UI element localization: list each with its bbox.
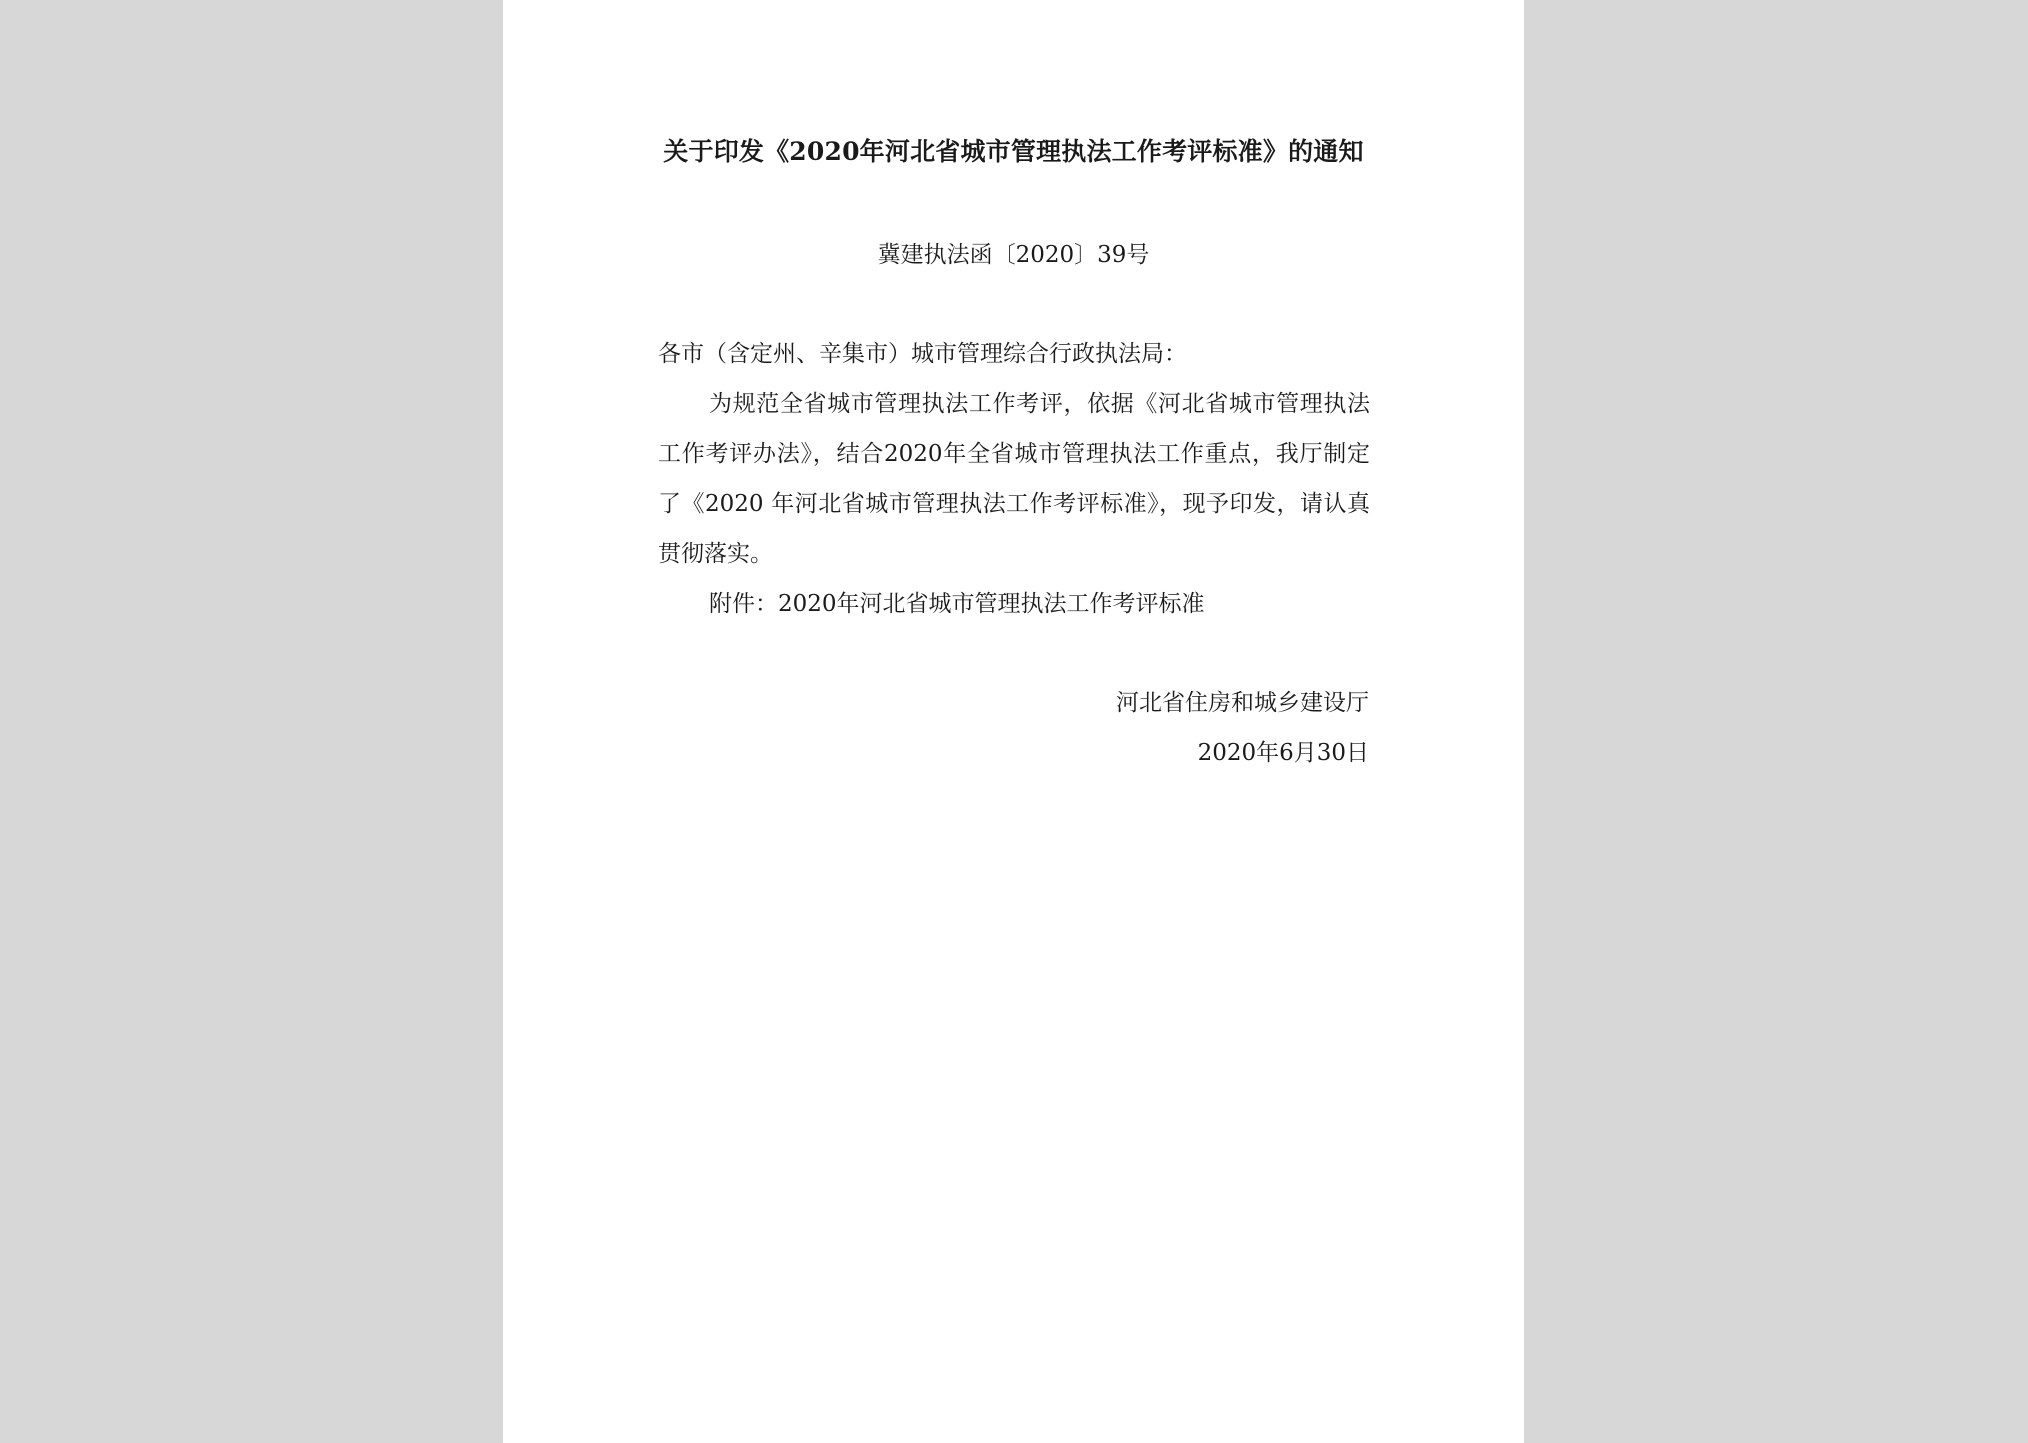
- attachment-line: 附件：2020年河北省城市管理执法工作考评标准: [709, 591, 1205, 617]
- document-title: 关于印发《2020年河北省城市管理执法工作考评标准》的通知: [663, 137, 1364, 166]
- document-number: 冀建执法函〔2020〕39号: [877, 242, 1150, 268]
- document-page: [503, 0, 1524, 1443]
- body-paragraph: 为规范全省城市管理执法工作考评，依据《河北省城市管理执法工作考评办法》，结合2020年全省城市管理执法工作重点，我厅制定了《2020 年河北省城市管理执法工作考评标准》，现予印发，请认真贯彻落实。: [658, 391, 1370, 567]
- signature-date: 2020年6月30日: [1197, 740, 1369, 766]
- signature-organization: 河北省住房和城乡建设厅: [1116, 690, 1369, 716]
- salutation: 各市（含定州、辛集市）城市管理综合行政执法局：: [658, 341, 1187, 367]
